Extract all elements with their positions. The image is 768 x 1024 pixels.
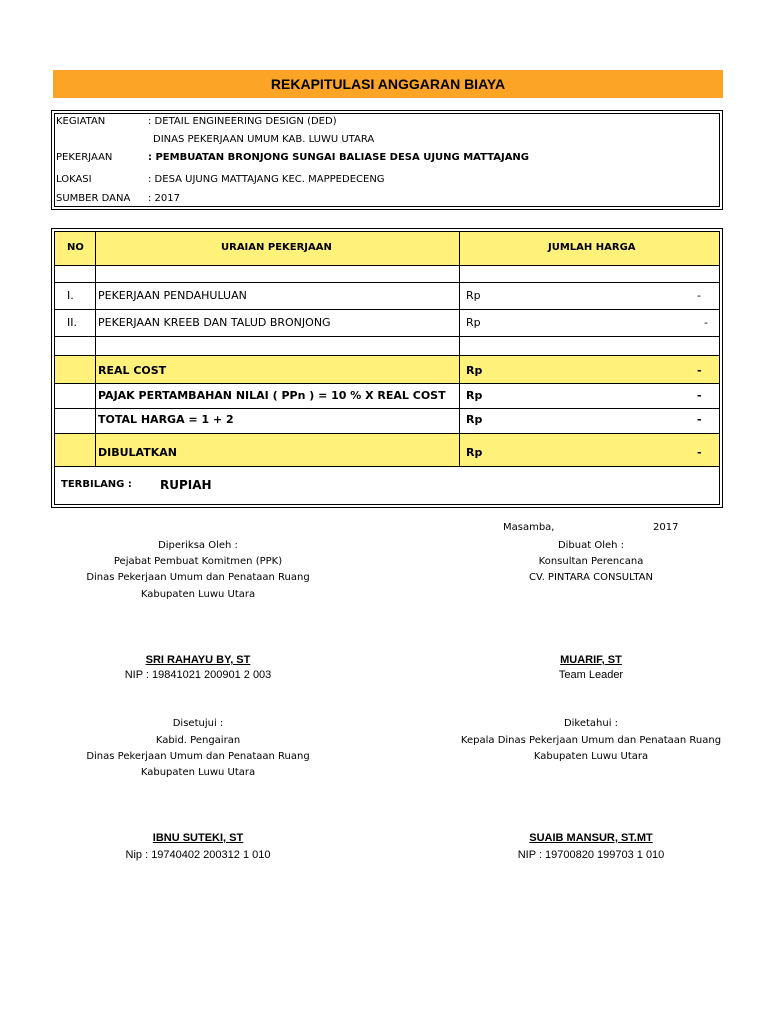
disetujui-line4: Kabupaten Luwu Utara: [140, 767, 256, 778]
disetujui-line1: Disetujui :: [172, 718, 224, 729]
diketahui-line2: Kepala Dinas Pekerjaan Umum dan Penataan Ruang: [460, 735, 722, 746]
summary-no-cell: [55, 356, 96, 383]
row-jumlah-cell: [460, 310, 719, 336]
summary-currency: Rp: [466, 413, 483, 426]
summary-row-real-cost: [55, 356, 719, 384]
row-currency: Rp: [466, 289, 481, 302]
row-uraian: PEKERJAAN KREEB DAN TALUD BRONJONG: [98, 316, 331, 329]
terbilang-label: TERBILANG :: [61, 479, 132, 490]
dibuat-name: MUARIF, ST: [560, 654, 622, 666]
summary-label: TOTAL HARGA = 1 + 2: [98, 413, 234, 426]
summary-amount-cell: [460, 356, 719, 383]
row-uraian-cell: [96, 283, 460, 309]
disetujui-line3: Dinas Pekerjaan Umum dan Penataan Ruang: [86, 751, 310, 762]
diketahui-nip: NIP : 19700820 199703 1 010: [517, 849, 665, 861]
summary-no-cell: [55, 434, 96, 466]
pekerjaan-value: : PEMBUATAN BRONJONG SUNGAI BALIASE DESA UJUNG MATTAJANG: [148, 152, 530, 163]
diperiksa-line3: Dinas Pekerjaan Umum dan Penataan Ruang: [86, 572, 310, 583]
row-no-cell: [55, 310, 96, 336]
summary-amount: -: [697, 389, 702, 402]
summary-row-ppn: [55, 384, 719, 409]
summary-amount-cell: [460, 384, 719, 408]
disetujui-nip: Nip : 19740402 200312 1 010: [125, 849, 271, 861]
kegiatan-label: KEGIATAN: [56, 116, 106, 127]
spacer-cell: [460, 337, 719, 355]
table-row: [55, 310, 719, 337]
summary-label-cell: [96, 356, 460, 383]
summary-label: REAL COST: [98, 364, 167, 377]
summary-amount-cell: [460, 409, 719, 433]
row-no-cell: [55, 283, 96, 309]
dibuat-line1: Dibuat Oleh :: [557, 540, 625, 551]
table-row-spacer: [55, 266, 719, 283]
dibuat-role: Team Leader: [558, 669, 624, 681]
diketahui-line3: Kabupaten Luwu Utara: [533, 751, 649, 762]
diperiksa-line1: Diperiksa Oleh :: [158, 540, 238, 551]
summary-row-total: [55, 409, 719, 434]
document-title: REKAPITULASI ANGGARAN BIAYA: [53, 70, 723, 98]
header-jumlah: JUMLAH HARGA: [548, 242, 636, 253]
terbilang-row: [55, 467, 719, 504]
sign-place: Masamba,: [503, 522, 555, 533]
summary-no-cell: [55, 409, 96, 433]
header-no-cell: [55, 232, 96, 265]
summary-label: PAJAK PERTAMBAHAN NILAI ( PPn ) = 10 % X REAL COST: [98, 389, 446, 402]
row-jumlah-cell: [460, 283, 719, 309]
sumber-value: : 2017: [148, 193, 180, 204]
summary-row-dibulatkan: [55, 434, 719, 467]
table-row: [55, 283, 719, 310]
header-no: NO: [67, 242, 84, 253]
table-header: [55, 232, 719, 266]
info-box: [51, 110, 723, 210]
header-uraian-cell: [96, 232, 460, 265]
summary-no-cell: [55, 384, 96, 408]
spacer-cell: [460, 266, 719, 282]
kegiatan-value-2: DINAS PEKERJAAN UMUM KAB. LUWU UTARA: [153, 134, 375, 145]
row-no: I.: [67, 289, 74, 302]
summary-amount: -: [697, 364, 702, 377]
row-amount: -: [704, 316, 708, 329]
pekerjaan-label: PEKERJAAN: [56, 152, 113, 163]
row-uraian: PEKERJAAN PENDAHULUAN: [98, 289, 247, 302]
summary-label-cell: [96, 384, 460, 408]
dibuat-line3: CV. PINTARA CONSULTAN: [529, 572, 653, 583]
spacer-cell: [96, 266, 460, 282]
sign-year: 2017: [653, 522, 679, 533]
summary-label: DIBULATKAN: [98, 446, 177, 459]
disetujui-name: IBNU SUTEKI, ST: [152, 832, 244, 844]
row-uraian-cell: [96, 310, 460, 336]
kegiatan-value: : DETAIL ENGINEERING DESIGN (DED): [148, 116, 337, 127]
disetujui-line2: Kabid. Pengairan: [155, 735, 241, 746]
summary-currency: Rp: [466, 389, 483, 402]
dibuat-line2: Konsultan Perencana: [538, 556, 644, 567]
table-row-spacer: [55, 337, 719, 356]
summary-currency: Rp: [466, 364, 483, 377]
summary-amount-cell: [460, 434, 719, 466]
cost-table-inner: [54, 231, 720, 505]
summary-label-cell: [96, 434, 460, 466]
header-uraian: URAIAN PEKERJAAN: [221, 242, 332, 253]
summary-amount: -: [697, 413, 702, 426]
lokasi-value: : DESA UJUNG MATTAJANG KEC. MAPPEDECENG: [148, 174, 385, 185]
summary-currency: Rp: [466, 446, 483, 459]
row-amount: -: [697, 289, 701, 302]
spacer-cell: [55, 337, 96, 355]
diperiksa-line2: Pejabat Pembuat Komitmen (PPK): [113, 556, 283, 567]
info-inner: [54, 113, 720, 207]
lokasi-label: LOKASI: [56, 174, 92, 185]
row-no: II.: [67, 316, 77, 329]
summary-label-cell: [96, 409, 460, 433]
spacer-cell: [96, 337, 460, 355]
summary-amount: -: [697, 446, 702, 459]
cost-table: [51, 228, 723, 508]
header-jumlah-cell: [460, 232, 719, 265]
diperiksa-name: SRI RAHAYU BY, ST: [145, 654, 251, 666]
terbilang-value: RUPIAH: [160, 478, 212, 492]
row-currency: Rp: [466, 316, 481, 329]
diketahui-name: SUAIB MANSUR, ST.MT: [529, 832, 653, 844]
spacer-cell: [55, 266, 96, 282]
diperiksa-nip: NIP : 19841021 200901 2 003: [124, 669, 272, 681]
diketahui-line1: Diketahui :: [563, 718, 619, 729]
diperiksa-line4: Kabupaten Luwu Utara: [140, 589, 256, 600]
sumber-label: SUMBER DANA: [56, 193, 131, 204]
